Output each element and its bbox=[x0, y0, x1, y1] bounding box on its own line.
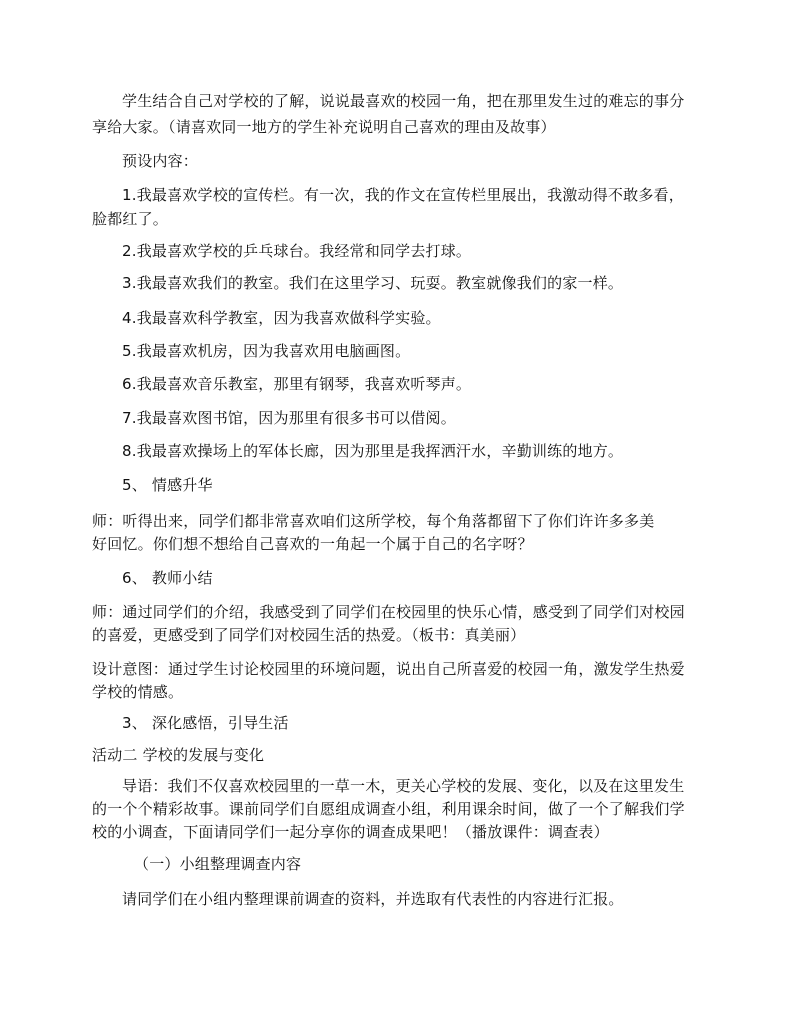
paragraph-1-line-2: 享给大家。（请喜欢同一地方的学生补充说明自己喜欢的理由及故事） bbox=[92, 118, 556, 136]
section-5-text-line-1: 师：听得出来，同学们都非常喜欢咱们这所学校，每个角落都留下了你们许许多多美 bbox=[92, 512, 655, 530]
item-7: 7.我最喜欢图书馆，因为那里有很多书可以借阅。 bbox=[122, 409, 456, 427]
guide-text-line-1: 导语：我们不仅喜欢校园里的一草一木，更关心学校的发展、变化，以及在这里发生 bbox=[122, 777, 685, 795]
section-3-heading: 3、 深化感悟，引导生活 bbox=[122, 714, 289, 732]
section-6-text-line-2: 的喜爱，更感受到了同学们对校园生活的热爱。（板书：真美丽） bbox=[92, 626, 526, 644]
item-1-line-1: 1.我最喜欢学校的宣传栏。有一次，我的作文在宣传栏里展出，我激动得不敢多看， bbox=[122, 186, 684, 204]
section-5-heading: 5、 情感升华 bbox=[122, 476, 213, 494]
design-intent-line-1: 设计意图：通过学生讨论校园里的环境问题，说出自己所喜爱的校园一角，激发学生热爱 bbox=[92, 660, 685, 678]
item-2: 2.我最喜欢学校的乒乓球台。我经常和同学去打球。 bbox=[122, 242, 472, 260]
paragraph-1-line-1: 学生结合自己对学校的了解，说说最喜欢的校园一角，把在那里发生过的难忘的事分 bbox=[122, 92, 685, 110]
section-6-text-line-1: 师：通过同学们的介绍，我感受到了同学们在校园里的快乐心情，感受到了同学们对校园 bbox=[92, 603, 685, 621]
guide-text-line-2: 的一个个精彩故事。课前同学们自愿组成调查小组，利用课余时间，做了一个了解我们学 bbox=[92, 800, 685, 818]
subsection-1-text: 请同学们在小组内整理课前调查的资料，并选取有代表性的内容进行汇报。 bbox=[122, 890, 624, 908]
design-intent-line-2: 学校的情感。 bbox=[92, 683, 184, 701]
item-4: 4.我最喜欢科学教室，因为我喜欢做科学实验。 bbox=[122, 309, 441, 327]
preset-label: 预设内容： bbox=[122, 152, 199, 170]
item-6: 6.我最喜欢音乐教室，那里有钢琴，我喜欢听琴声。 bbox=[122, 375, 472, 393]
activity-2-heading: 活动二 学校的发展与变化 bbox=[92, 746, 265, 764]
item-1-line-2: 脸都红了。 bbox=[92, 210, 169, 228]
section-6-heading: 6、 教师小结 bbox=[122, 569, 213, 587]
item-3: 3.我最喜欢我们的教室。我们在这里学习、玩耍。教室就像我们的家一样。 bbox=[122, 274, 624, 292]
subsection-1-heading: （一）小组整理调查内容 bbox=[134, 855, 302, 873]
item-8: 8.我最喜欢操场上的军体长廊，因为那里是我挥洒汗水，辛勤训练的地方。 bbox=[122, 442, 624, 460]
guide-text-line-3: 校的小调查，下面请同学们一起分享你的调查成果吧！（播放课件：调查表） bbox=[92, 823, 609, 841]
item-5: 5.我最喜欢机房，因为我喜欢用电脑画图。 bbox=[122, 342, 411, 360]
section-5-text-line-2: 好回忆。你们想不想给自己喜欢的一角起一个属于自己的名字呀？ bbox=[92, 535, 533, 553]
